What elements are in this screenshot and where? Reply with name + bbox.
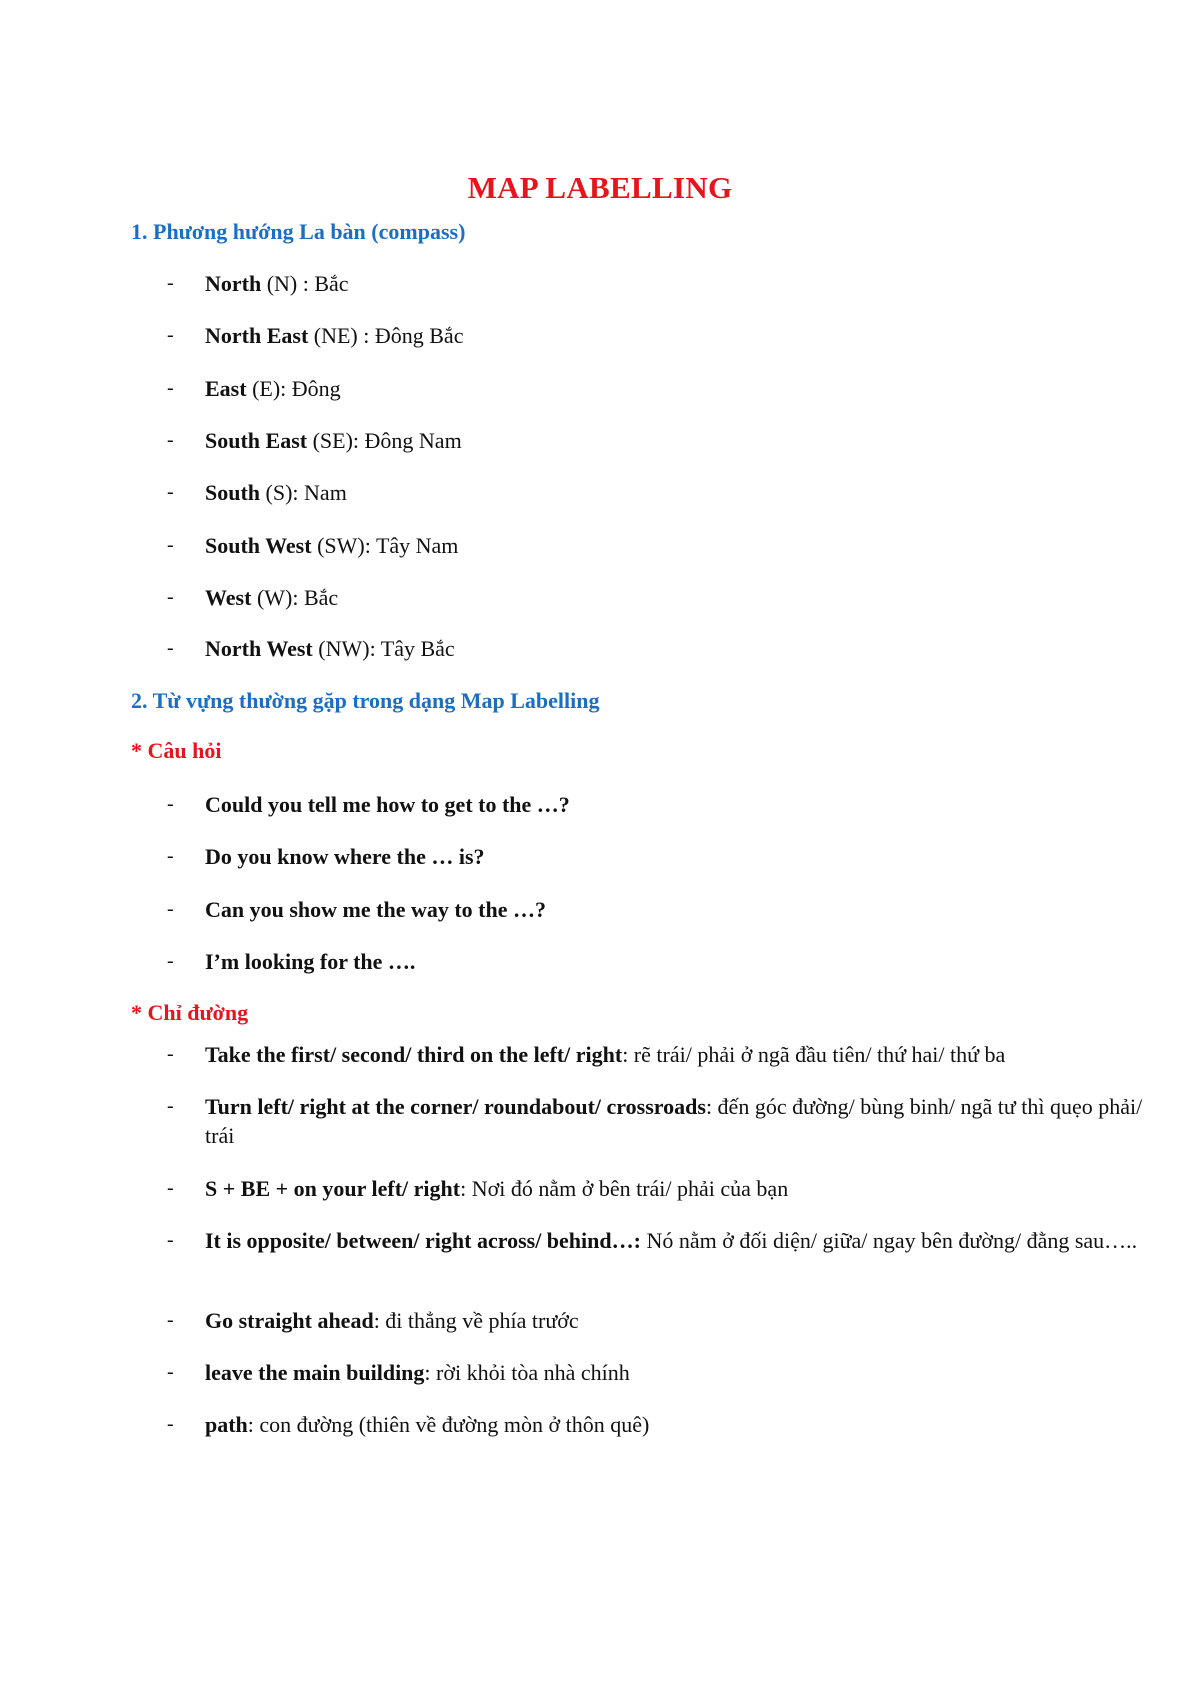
bullet-dash: - (167, 1309, 174, 1331)
bullet-dash: - (167, 272, 174, 294)
list-item (167, 1410, 1152, 1439)
definition: : Nơi đó nằm ở bên trái/ phải của bạn (460, 1176, 789, 1201)
definition: : đến góc đường/ bùng binh/ ngã tư thì quẹo phải/ trái (205, 1094, 1143, 1148)
definition: (E): Đông (246, 376, 341, 401)
list-item (167, 790, 1152, 819)
bullet-dash: - (167, 481, 174, 503)
definition: : con đường (thiên về đường mòn ở thôn quê) (247, 1412, 650, 1437)
list-item (167, 634, 1152, 663)
term: West (205, 585, 252, 610)
bullet-dash: - (167, 1043, 174, 1065)
bullet-dash: - (167, 1413, 174, 1435)
bullet-dash: - (167, 1177, 174, 1199)
list-item (167, 1174, 1152, 1203)
bullet-dash: - (167, 1361, 174, 1383)
list-item (167, 1226, 1152, 1255)
bullet-dash: - (167, 377, 174, 399)
bullet-dash: - (167, 1095, 174, 1117)
bullet-dash: - (167, 898, 174, 920)
term: Go straight ahead (205, 1308, 374, 1333)
list-item (167, 1092, 1152, 1150)
directions-heading: * Chỉ đường (131, 1000, 249, 1025)
term: path (205, 1412, 248, 1437)
list-item (167, 1040, 1152, 1069)
question-text: Can you show me the way to the …? (205, 897, 546, 922)
definition: (S): Nam (260, 480, 347, 505)
definition: : đi thẳng về phía trước (373, 1308, 579, 1333)
list-item (167, 478, 1152, 507)
bullet-dash: - (167, 950, 174, 972)
section-1-heading: 1. Phương hướng La bàn (compass) (131, 219, 466, 244)
term: Take the first/ second/ third on the left/ right (205, 1042, 623, 1067)
definition: (N) : Bắc (261, 271, 349, 296)
definition: : rời khỏi tòa nhà chính (424, 1360, 630, 1385)
bullet-dash: - (167, 534, 174, 556)
bullet-dash: - (167, 1229, 174, 1251)
bullet-dash: - (167, 637, 174, 659)
definition: : rẽ trái/ phải ở ngã đầu tiên/ thứ hai/ thứ ba (622, 1042, 1006, 1067)
question-text: I’m looking for the …. (205, 949, 416, 974)
bullet-dash: - (167, 324, 174, 346)
list-item (167, 374, 1152, 403)
term: leave the main building (205, 1360, 425, 1385)
questions-heading: * Câu hỏi (131, 738, 222, 763)
definition: (NE) : Đông Bắc (308, 323, 464, 348)
definition: (SE): Đông Nam (307, 428, 462, 453)
bullet-dash: - (167, 429, 174, 451)
term: S + BE + on your left/ right (205, 1176, 461, 1201)
page-title: MAP LABELLING (467, 170, 733, 205)
term: South West (205, 533, 312, 558)
list-item (167, 269, 1152, 298)
definition: Nó nằm ở đối diện/ giữa/ ngay bên đường/ đằng sau….. (640, 1228, 1138, 1253)
list-item (167, 531, 1152, 560)
term: East (205, 376, 247, 401)
bullet-dash: - (167, 586, 174, 608)
question-text: Could you tell me how to get to the …? (205, 792, 570, 817)
list-item (167, 583, 1152, 612)
definition: (SW): Tây Nam (311, 533, 459, 558)
definition: (W): Bắc (251, 585, 339, 610)
question-text: Do you know where the … is? (205, 844, 485, 869)
term: North (205, 271, 262, 296)
list-item (167, 895, 1152, 924)
bullet-dash: - (167, 845, 174, 867)
term: It is opposite/ between/ right across/ behind…: (205, 1228, 641, 1253)
list-item (167, 1358, 1152, 1387)
definition: (NW): Tây Bắc (312, 636, 455, 661)
term: South (205, 480, 261, 505)
list-item (167, 947, 1152, 976)
term: South East (205, 428, 308, 453)
term: Turn left/ right at the corner/ roundabout/ crossroads (205, 1094, 706, 1119)
list-item (167, 1306, 1152, 1335)
bullet-dash: - (167, 793, 174, 815)
list-item (167, 842, 1152, 871)
term: North East (205, 323, 309, 348)
term: North West (205, 636, 313, 661)
list-item (167, 321, 1152, 350)
list-item (167, 426, 1152, 455)
section-2-heading: 2. Từ vựng thường gặp trong dạng Map Labelling (131, 688, 600, 713)
